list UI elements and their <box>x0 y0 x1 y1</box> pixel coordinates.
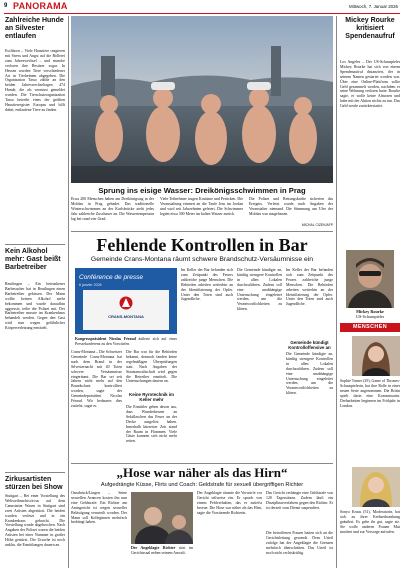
lower-divider <box>71 463 333 464</box>
right-column-rule <box>336 16 337 568</box>
defendant-caption-text: sitzt im Gerichtssaal neben seinem Anwalt. <box>131 546 193 555</box>
prague-caption-col2: Viele Teilnehmer trugen Kostüme und Perücken. Die Veranstaltung erinnert an die Taufe Jesu im Jordan und wird seit Jahrzehnten gefeiert. Die Schwimmer legten etwa 300 Meter im kalten Wasser zurück. <box>160 197 243 216</box>
main-body-col1: Crans-Montana – Die Schweizer Gemeinde Crans-Montana hat nach dem Brand in der Silvesternacht mit 40 Toten schwere Versäumnisse eingeräumt. Die Bar sei seit Jahren nicht mehr auf den Brandschutz kontrolliert worden, sagte der Gemeindepräsident Nicolas Féraud. Wir bedauern dies zutiefst, sagte er. <box>71 350 122 408</box>
lower-body-col2: Der Angeklagte räumte die Vorwürfe vor Gericht teilweise ein. Er sprach von einem Fehlverhalten, das er zutiefst bereue. Die Hose war näher als das Hirn, sagte die Vorsitzende Richterin. <box>197 491 262 515</box>
left-heading-1: Zahlreiche Hunde an Silvester entlaufen <box>5 17 64 40</box>
press-photo-caption <box>75 337 177 347</box>
mickey-rourke-photo <box>346 250 394 308</box>
main-body-col3: Im Keller der Bar befanden sich zum Zeitpunkt des Feuers zahlreiche junge Menschen. Die Behörden arbeiten weiterhin an der Identifizierung der Opfer. Unter den Toten sind auch Jugendliche. <box>181 268 233 302</box>
sonya-kraus-photo <box>352 467 400 507</box>
menschen-label: MENSCHEN <box>352 324 388 330</box>
left-column-rule <box>68 16 69 568</box>
prague-caption-col3: Die Polizei und Rettungskräfte sicherten das Ereignis. Verletzt wurde nach Angaben der Veranstalter niemand. Die Stimmung am Ufer der Moldau war ausgelassen. <box>249 197 333 216</box>
defendant-caption-bold: Der Angeklagte Richter <box>131 546 176 550</box>
lower-subhead: Aufgedrängte Küsse, Flirts und Coach: Geldstrafe für sexuell übergriffigen Richter <box>100 482 304 488</box>
press-conference-photo <box>75 268 177 334</box>
main-divider <box>71 231 333 232</box>
left-article-1: Eschborn – Viele Haustiere reagieren mit Stress und Angst auf die Böllerei zum Jahreswechsel – und manche verloren ihre Besitzer sogar. In Hessen wurden Tiere verschiedener Art in Tierheimen abgegeben. Die Organisation Tasso zählte an den beiden Jahreswechseltagen 474 Hunde, die als vermisst gemeldet wurden. Die Tierschutzorganisation Tasso betreibt eines der größten Haustierregister Europas und hilft dabei, entlaufene Tiere zu finden. <box>5 49 65 112</box>
photo-logo-text: CRANS-MONTANA <box>108 314 144 319</box>
main-body-col4: Die Gemeinde kündigte an, künftig strengere Kontrollen in allen Lokalen durchzuführen. Zudem soll eine unabhängige Untersuchung eingeleitet werden, um die Verantwortlichkeiten zu klären. <box>237 268 282 312</box>
crans-montana-logo <box>119 296 133 310</box>
photo-panel <box>83 290 169 330</box>
left-heading-2: Kein Alkohol mehr: Gast beißt Barbetreiber <box>5 248 61 271</box>
prague-swimmers-photo <box>71 16 333 183</box>
right-article: Los Angeles – Der US-Schauspieler Mickey Rourke hat sich von einem Spendenaufruf distanziert, der in seinem Namen gestartet worden war. Über eine Online-Plattform sollte Geld gesammelt werden, nachdem er seine Wohnung verloren hatte. Rourke sagte, er wolle keine Almosen und habe mit der Aktion nichts zu tun. Das Geld werde zurückerstattet. <box>340 60 400 109</box>
caption-bold: Kongresspräsident Nicolas Féraud <box>75 337 136 341</box>
page-number: 9 <box>4 3 8 9</box>
main-headline: Fehlende Kontrollen in Bar <box>96 235 308 255</box>
caption-text: äußerte sich auf einer Pressekonferenz zu den Vorwürfen. <box>75 337 177 346</box>
menschen-bar <box>340 323 400 332</box>
lower-body-col1: Osnabrück/Lingen – Seine sexuellen Avancen kosten ihn nun eine Geldstrafe: Ein Richter am Amtsgericht ist wegen sexueller Belästigung verurteilt worden. Der Mann soll Kolleginnen mehrfach bedrängt haben. <box>71 491 127 525</box>
main-body-col2b: Die Ermittler gehen davon aus, dass Wunderkerzen an Sektflaschen das Feuer an der Decke ausgelöst haben. Innerhalb kürzester Zeit stand der Raum in Flammen. Viele Gäste konnten sich nicht mehr retten. <box>126 405 177 444</box>
left-divider-1 <box>5 244 65 245</box>
section-title: PANORAMA <box>13 1 68 11</box>
issue-date: Mittwoch, 7. Januar 2026 <box>348 4 398 9</box>
lower-headline: „Hose war näher als das Hirn“ <box>116 465 288 480</box>
crosshead-1: Keine Ryrotechnik im Keller mehr <box>129 392 174 403</box>
left-heading-3: Zirkusartisten stürzen bei Show <box>5 476 63 491</box>
sophie-turner-photo <box>352 336 400 376</box>
left-article-3: Stuttgart – Bei einer Vorstellung des Weltweihnachtscircus auf dem Cannstatter Wasen in Stuttgart sind zwei Artisten abgestürzt. Die beiden wurden verletzt und in ein Krankenhaus gebracht. Die Vorstellung wurde abgebrochen. Nach Angaben der Polizei waren die beiden Artisten bei einer Nummer in großer Höhe gestürzt. Die Ursache ist noch unklar, die Ermittlungen dauern an. <box>5 494 65 548</box>
photo-banner: Conférence de presse <box>79 274 143 281</box>
crosshead-2: Gemeinde kündigt Kontrolloffensive an <box>288 340 331 351</box>
lower-body-col3: Das Gericht verhängte eine Geldstrafe von 120 Tagessätzen. Zudem läuft ein Disziplinarverfahren gegen den Richter. Er ist derzeit vom Dienst suspendiert. <box>266 491 333 510</box>
photo-date: 6 janvier 2026 <box>79 283 102 287</box>
main-subhead: Gemeinde Crans-Montana räumt schwere Brandschutz-Versäumnisse ein <box>90 256 314 263</box>
defendant-photo <box>131 492 193 544</box>
mickey-caption-text: US-Schauspieler <box>355 314 385 319</box>
photo-credit: MICHAL CIZEK/AFP <box>301 223 333 227</box>
defendant-caption <box>131 546 193 568</box>
masthead-rule <box>4 13 400 14</box>
main-body-col2: Die Bar war für die Behörden bekannt, dennoch fanden keine regelmäßigen Überprüfungen statt. Nach Angaben der Staatsanwaltschaft wird gegen die Betreiber ermittelt. Die Untersuchungen dauern an. <box>126 350 177 384</box>
left-divider-2 <box>5 472 65 473</box>
mickey-rourke-caption <box>340 309 400 319</box>
people-item-1: Sophie Turner (29), Game of Thrones-Schauspielerin, hat ihre Rolle in einer neuen Serie angenommen. Die Britin spielt darin eine Kommissarin. Dreharbeiten beginnen im Frühjahr in London. <box>340 379 400 408</box>
mickey-caption-bold: Mickey Rourke <box>356 309 384 314</box>
right-heading: Mickey Rourke kritisiert Spendenaufruf <box>345 17 395 40</box>
people-item-2: Sonya Kraus (51), Moderatorin, hat sich zu ihrer Krebserkrankung geäußert. Es gehe ihr gut, sagte sie. Sie wolle anderen Frauen Mut machen und zur Vorsorge aufrufen. <box>340 510 400 534</box>
left-article-2: Reutlingen – Ein betrunkener Barbesucher hat in Reutlingen einen Barbetreiber gebissen. Der Mann wollte keinen Alkohol mehr bekommen und wurde daraufhin aggressiv, teilte die Polizei mit. Der Barbetreiber musste im Krankenhaus behandelt werden. Gegen den Gast wird nun wegen gefährlicher Körperverletzung ermittelt. <box>5 282 65 331</box>
lower-body-col4: Die betroffenen Frauen hatten sich an die Gerichtsleitung gewandt. Dem Urteil zufolge hat der Angeklagte die Grenzen mehrfach überschritten. Das Urteil ist noch nicht rechtskräftig. <box>266 531 333 555</box>
prague-headline: Sprung ins eisige Wasser: Dreikönigsschwimmen in Prag <box>98 186 306 195</box>
prague-caption-col1: Etwa 200 Menschen haben am Dreikönigstag in der Moldau in Prag gebadet. Das traditionelle Winterschwimmen an der Karlsbrücke zieht jedes Jahr zahlreiche Zuschauer an. Die Wassertemperatur lag bei rund vier Grad. <box>71 197 154 221</box>
main-body-col5b: Die Gemeinde kündigte an, künftig strengere Kontrollen in allen Lokalen durchzuführen. Zudem soll eine unabhängige Untersuchung eingeleitet werden, um die Verantwortlichkeiten zu klären. <box>286 352 333 396</box>
main-body-col5: Im Keller der Bar befanden sich zum Zeitpunkt des Feuers zahlreiche junge Menschen. Die Behörden arbeiten weiterhin an der Identifizierung der Opfer. Unter den Toten sind auch Jugendliche. <box>286 268 333 307</box>
